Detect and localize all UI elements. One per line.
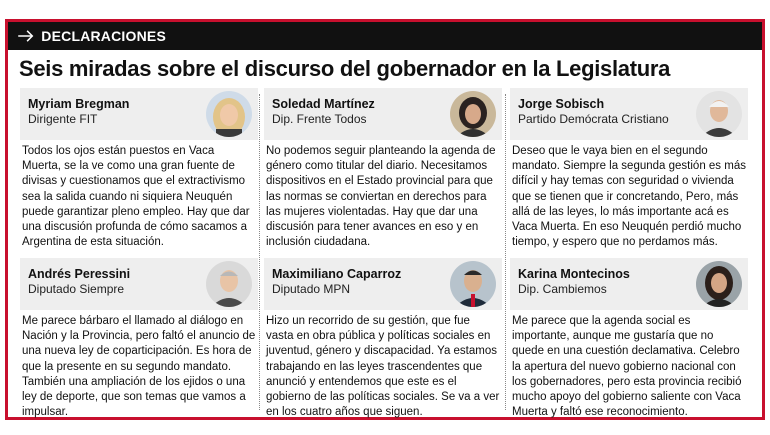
person-card [510, 258, 748, 310]
person-name: Maximiliano Caparroz [272, 267, 402, 281]
person-name: Soledad Martínez [272, 97, 375, 111]
person-role: Dirigente FIT [28, 112, 98, 126]
person-card [20, 88, 258, 140]
person-role: Diputado Siempre [28, 282, 125, 296]
quote-text: Me parece que la agenda social es importante, aunque me gustaría que no quede en una cuestión declamativa. Celebro la apertura del nuevo gobierno nacional con los gobernadores, pero esta provincia recibió mucho apoyo del gobierno saliente con Vaca Muerta y faltó ese reconocimiento. [512, 315, 742, 419]
quote-text: Deseo que le vaya bien en el segundo mandato. Siempre la segunda gestión es más difícil y hay temas con seguridad o vivienda que se tienen que ir concretando, Pero, más allá de las leyes, lo más importante acá es Vaca Muerta. En eso Neuquén perdió mucho tiempo, y espero que no perdamos más. [512, 145, 746, 249]
column-divider [505, 94, 506, 410]
quote-text: No podemos seguir planteando la agenda de género como titular del diario. Necesitamos dispositivos en el Estado provincial para que las normas se conviertan en derechos para las mujeres violentadas. Hay que dar una discusión para tener avances en eso y en inclusión ciudadana. [266, 145, 496, 249]
person-name: Andrés Peressini [28, 267, 131, 281]
section-tag [16, 25, 166, 47]
headline: Seis miradas sobre el discurso del gobernador en la Legislatura [19, 56, 671, 81]
portrait-photo [696, 261, 742, 307]
person-card [264, 88, 502, 140]
quote-text: Hizo un recorrido de su gestión, que fue vasta en obra pública y políticas sociales en juventud, género y discapacidad. Ya estamos trabajando en las leyes trascendentes que anunció y entendemos que este es el gobierno de las políticas sociales. Se va a ver en los cuatro años que siguen. [266, 315, 500, 419]
section-label: DECLARACIONES [41, 28, 166, 44]
person-role: Partido Demócrata Cristiano [518, 112, 669, 126]
portrait-photo [450, 261, 496, 307]
person-name: Jorge Sobisch [518, 97, 605, 111]
portrait-photo [696, 91, 742, 137]
column-2 [264, 88, 502, 419]
portrait-photo [206, 261, 252, 307]
section-bar [8, 22, 762, 50]
person-name: Karina Montecinos [518, 267, 630, 281]
person-role: Dip. Cambiemos [518, 282, 607, 296]
person-card [510, 88, 748, 140]
person-card [264, 258, 502, 310]
person-role: Diputado MPN [272, 282, 351, 296]
arrow-right-icon [16, 25, 35, 47]
quote-text: Todos los ojos están puestos en Vaca Muerta, se la ve como una gran fuente de divisas y cuestionamos que el extractivismo sea la salida cuando ni siquiera Neuquén puede garantizar pleno empleo. Hay que dar una discusión profunda de cómo sacamos a Argentina de esta situación. [22, 145, 250, 249]
portrait-photo [450, 91, 496, 137]
column-1 [20, 88, 258, 419]
quote-text: Me parece bárbaro el llamado al diálogo en Nación y la Provincia, pero faltó el anuncio de una nueva ley de coparticipación. Es hora de que la presente en su segundo mandato. También una ampliación de los ejidos o una ley de deporte, que son temas que vamos a impulsar. [22, 315, 256, 419]
person-name: Myriam Bregman [28, 97, 130, 111]
article-frame [5, 19, 765, 420]
column-divider [259, 94, 260, 410]
portrait-photo [206, 91, 252, 137]
person-role: Dip. Frente Todos [272, 112, 367, 126]
person-card [20, 258, 258, 310]
column-3 [510, 88, 748, 419]
